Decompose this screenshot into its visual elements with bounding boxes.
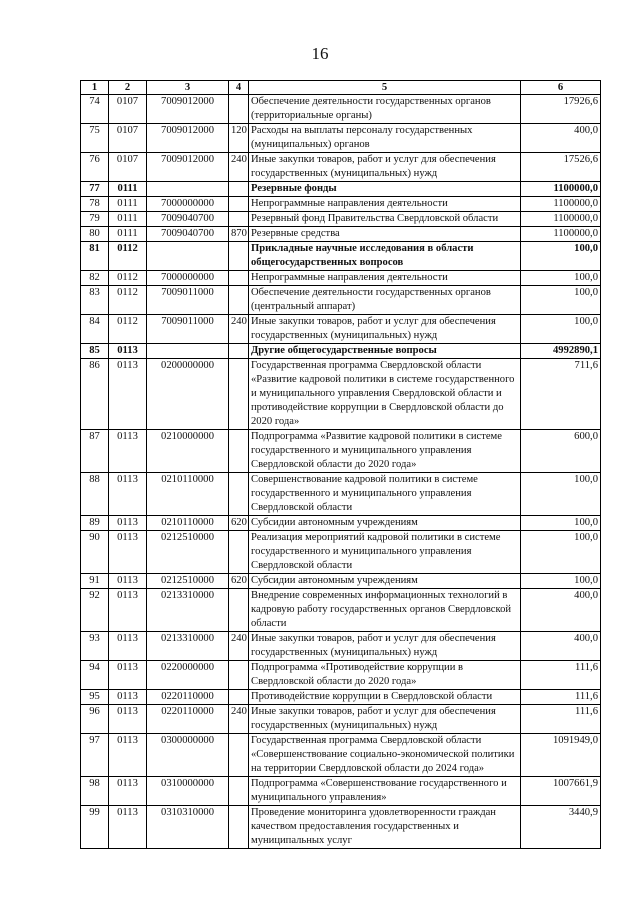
amount-cell: 4992890,1 (521, 344, 601, 359)
header-col-5: 5 (249, 81, 521, 95)
target-code-cell: 7009012000 (147, 124, 229, 153)
item-name-cell: Субсидии автономным учреждениям (249, 516, 521, 531)
expense-type-cell: 240 (229, 153, 249, 182)
expense-type-cell (229, 286, 249, 315)
target-code-cell: 0213310000 (147, 632, 229, 661)
section-code-cell: 0107 (109, 124, 147, 153)
page-number: 16 (311, 44, 329, 63)
target-code-cell: 7000000000 (147, 197, 229, 212)
item-name-cell: Резервные средства (249, 227, 521, 242)
expense-type-cell: 240 (229, 315, 249, 344)
expense-type-cell (229, 473, 249, 516)
item-name-cell: Проведение мониторинга удовлетворенности граждан качеством предоставления государственных и муниципальных услуг (249, 806, 521, 849)
expense-type-cell: 240 (229, 632, 249, 661)
target-code-cell: 0310000000 (147, 777, 229, 806)
target-code-cell: 0210110000 (147, 516, 229, 531)
target-code-cell: 7009012000 (147, 95, 229, 124)
row-number-cell: 95 (81, 690, 109, 705)
target-code-cell: 0200000000 (147, 359, 229, 430)
expense-type-cell (229, 344, 249, 359)
item-name-cell: Резервные фонды (249, 182, 521, 197)
item-name-cell: Совершенствование кадровой политики в системе государственного и муниципального управления Свердловской области (249, 473, 521, 516)
table-row (81, 516, 601, 531)
target-code-cell: 0210110000 (147, 473, 229, 516)
expense-type-cell (229, 359, 249, 430)
row-number-cell: 86 (81, 359, 109, 430)
row-number-cell: 75 (81, 124, 109, 153)
amount-cell: 100,0 (521, 242, 601, 271)
item-name-cell: Расходы на выплаты персоналу государственных (муниципальных) органов (249, 124, 521, 153)
item-name-cell: Непрограммные направления деятельности (249, 197, 521, 212)
section-code-cell: 0113 (109, 430, 147, 473)
amount-cell: 111,6 (521, 705, 601, 734)
section-code-cell: 0113 (109, 806, 147, 849)
target-code-cell: 0220110000 (147, 705, 229, 734)
row-number-cell: 91 (81, 574, 109, 589)
item-name-cell: Обеспечение деятельности государственных органов (центральный аппарат) (249, 286, 521, 315)
row-number-cell: 82 (81, 271, 109, 286)
item-name-cell: Иные закупки товаров, работ и услуг для обеспечения государственных (муниципальных) нужд (249, 315, 521, 344)
target-code-cell: 0212510000 (147, 531, 229, 574)
item-name-cell: Внедрение современных информационных технологий в кадровую работу государственных органов Свердловской области (249, 589, 521, 632)
table-row (81, 315, 601, 344)
item-name-cell: Противодействие коррупции в Свердловской области (249, 690, 521, 705)
row-number-cell: 81 (81, 242, 109, 271)
section-code-cell: 0113 (109, 690, 147, 705)
table-row (81, 661, 601, 690)
expense-type-cell (229, 95, 249, 124)
target-code-cell: 7009040700 (147, 212, 229, 227)
amount-cell: 1100000,0 (521, 182, 601, 197)
amount-cell: 400,0 (521, 589, 601, 632)
row-number-cell: 90 (81, 531, 109, 574)
target-code-cell: 0310310000 (147, 806, 229, 849)
amount-cell: 100,0 (521, 286, 601, 315)
row-number-cell: 92 (81, 589, 109, 632)
header-col-3: 3 (147, 81, 229, 95)
expense-type-cell (229, 197, 249, 212)
amount-cell: 100,0 (521, 516, 601, 531)
amount-cell: 100,0 (521, 271, 601, 286)
header-col-2: 2 (109, 81, 147, 95)
section-code-cell: 0113 (109, 589, 147, 632)
expense-type-cell (229, 182, 249, 197)
item-name-cell: Прикладные научные исследования в области общегосударственных вопросов (249, 242, 521, 271)
table-row (81, 286, 601, 315)
table-row (81, 777, 601, 806)
table-row (81, 197, 601, 212)
header-col-4: 4 (229, 81, 249, 95)
item-name-cell: Непрограммные направления деятельности (249, 271, 521, 286)
row-number-cell: 85 (81, 344, 109, 359)
amount-cell: 600,0 (521, 430, 601, 473)
amount-cell: 3440,9 (521, 806, 601, 849)
section-code-cell: 0113 (109, 705, 147, 734)
expense-type-cell: 120 (229, 124, 249, 153)
item-name-cell: Подпрограмма «Противодействие коррупции в Свердловской области до 2020 года» (249, 661, 521, 690)
section-code-cell: 0113 (109, 574, 147, 589)
table-row (81, 344, 601, 359)
section-code-cell: 0113 (109, 777, 147, 806)
amount-cell: 1091949,0 (521, 734, 601, 777)
row-number-cell: 93 (81, 632, 109, 661)
target-code-cell: 7009011000 (147, 286, 229, 315)
section-code-cell: 0111 (109, 197, 147, 212)
section-code-cell: 0112 (109, 286, 147, 315)
item-name-cell: Государственная программа Свердловской области «Совершенствование социально-экономической политики на территории Свердловской области до 2024 года» (249, 734, 521, 777)
amount-cell: 711,6 (521, 359, 601, 430)
row-number-cell: 78 (81, 197, 109, 212)
item-name-cell: Иные закупки товаров, работ и услуг для обеспечения государственных (муниципальных) нужд (249, 705, 521, 734)
section-code-cell: 0113 (109, 516, 147, 531)
item-name-cell: Подпрограмма «Развитие кадровой политики в системе государственного и муниципального управления Свердловской области до 2020 года» (249, 430, 521, 473)
section-code-cell: 0113 (109, 473, 147, 516)
target-code-cell: 7009011000 (147, 315, 229, 344)
table-row (81, 705, 601, 734)
amount-cell: 400,0 (521, 632, 601, 661)
amount-cell: 100,0 (521, 315, 601, 344)
budget-table (80, 80, 601, 849)
section-code-cell: 0112 (109, 271, 147, 286)
target-code-cell: 0300000000 (147, 734, 229, 777)
row-number-cell: 83 (81, 286, 109, 315)
target-code-cell: 7009040700 (147, 227, 229, 242)
amount-cell: 400,0 (521, 124, 601, 153)
item-name-cell: Иные закупки товаров, работ и услуг для обеспечения государственных (муниципальных) нужд (249, 153, 521, 182)
section-code-cell: 0113 (109, 344, 147, 359)
amount-cell: 17526,6 (521, 153, 601, 182)
row-number-cell: 77 (81, 182, 109, 197)
item-name-cell: Иные закупки товаров, работ и услуг для обеспечения государственных (муниципальных) нужд (249, 632, 521, 661)
amount-cell: 111,6 (521, 690, 601, 705)
expense-type-cell: 620 (229, 516, 249, 531)
amount-cell: 1100000,0 (521, 197, 601, 212)
item-name-cell: Другие общегосударственные вопросы (249, 344, 521, 359)
amount-cell: 100,0 (521, 531, 601, 574)
table-header-row (81, 81, 601, 95)
expense-type-cell (229, 806, 249, 849)
row-number-cell: 84 (81, 315, 109, 344)
table-row (81, 574, 601, 589)
target-code-cell: 0212510000 (147, 574, 229, 589)
expense-type-cell (229, 734, 249, 777)
row-number-cell: 99 (81, 806, 109, 849)
expense-type-cell: 620 (229, 574, 249, 589)
section-code-cell: 0113 (109, 661, 147, 690)
section-code-cell: 0107 (109, 153, 147, 182)
row-number-cell: 80 (81, 227, 109, 242)
amount-cell: 100,0 (521, 473, 601, 516)
table-row (81, 531, 601, 574)
section-code-cell: 0113 (109, 734, 147, 777)
expense-type-cell (229, 212, 249, 227)
target-code-cell: 7009012000 (147, 153, 229, 182)
row-number-cell: 97 (81, 734, 109, 777)
target-code-cell (147, 344, 229, 359)
expense-type-cell (229, 531, 249, 574)
section-code-cell: 0112 (109, 315, 147, 344)
row-number-cell: 98 (81, 777, 109, 806)
row-number-cell: 96 (81, 705, 109, 734)
target-code-cell: 7000000000 (147, 271, 229, 286)
row-number-cell: 88 (81, 473, 109, 516)
table-row (81, 359, 601, 430)
item-name-cell: Государственная программа Свердловской области «Развитие кадровой политики в системе государственного и муниципального управления Свердловской области и противодействие коррупции в Свердловской области до 2020 года» (249, 359, 521, 430)
header-col-6: 6 (521, 81, 601, 95)
expense-type-cell (229, 589, 249, 632)
expense-type-cell: 240 (229, 705, 249, 734)
row-number-cell: 87 (81, 430, 109, 473)
item-name-cell: Реализация мероприятий кадровой политики в системе государственного и муниципального управления Свердловской области (249, 531, 521, 574)
expense-type-cell (229, 242, 249, 271)
item-name-cell: Подпрограмма «Совершенствование государственного и муниципального управления» (249, 777, 521, 806)
table-row (81, 153, 601, 182)
section-code-cell: 0107 (109, 95, 147, 124)
expense-type-cell (229, 661, 249, 690)
row-number-cell: 74 (81, 95, 109, 124)
section-code-cell: 0113 (109, 632, 147, 661)
table-row (81, 227, 601, 242)
table-row (81, 589, 601, 632)
section-code-cell: 0111 (109, 227, 147, 242)
section-code-cell: 0112 (109, 242, 147, 271)
expense-type-cell (229, 271, 249, 286)
item-name-cell: Субсидии автономным учреждениям (249, 574, 521, 589)
table-row (81, 124, 601, 153)
table-row (81, 430, 601, 473)
table-row (81, 690, 601, 705)
amount-cell: 17926,6 (521, 95, 601, 124)
table-row (81, 806, 601, 849)
section-code-cell: 0111 (109, 182, 147, 197)
amount-cell: 100,0 (521, 574, 601, 589)
row-number-cell: 94 (81, 661, 109, 690)
item-name-cell: Резервный фонд Правительства Свердловской области (249, 212, 521, 227)
table-row (81, 95, 601, 124)
amount-cell: 1100000,0 (521, 227, 601, 242)
table-row (81, 734, 601, 777)
table-row (81, 182, 601, 197)
amount-cell: 1007661,9 (521, 777, 601, 806)
row-number-cell: 79 (81, 212, 109, 227)
item-name-cell: Обеспечение деятельности государственных органов (территориальные органы) (249, 95, 521, 124)
target-code-cell: 0220110000 (147, 690, 229, 705)
section-code-cell: 0113 (109, 531, 147, 574)
target-code-cell (147, 242, 229, 271)
expense-type-cell: 870 (229, 227, 249, 242)
table-row (81, 473, 601, 516)
section-code-cell: 0113 (109, 359, 147, 430)
table-row (81, 242, 601, 271)
row-number-cell: 76 (81, 153, 109, 182)
table-row (81, 632, 601, 661)
target-code-cell (147, 182, 229, 197)
expense-type-cell (229, 690, 249, 705)
table-row (81, 271, 601, 286)
header-col-1: 1 (81, 81, 109, 95)
target-code-cell: 0210000000 (147, 430, 229, 473)
amount-cell: 111,6 (521, 661, 601, 690)
amount-cell: 1100000,0 (521, 212, 601, 227)
expense-type-cell (229, 430, 249, 473)
expense-type-cell (229, 777, 249, 806)
target-code-cell: 0213310000 (147, 589, 229, 632)
target-code-cell: 0220000000 (147, 661, 229, 690)
table-body (81, 95, 601, 849)
table-row (81, 212, 601, 227)
section-code-cell: 0111 (109, 212, 147, 227)
row-number-cell: 89 (81, 516, 109, 531)
